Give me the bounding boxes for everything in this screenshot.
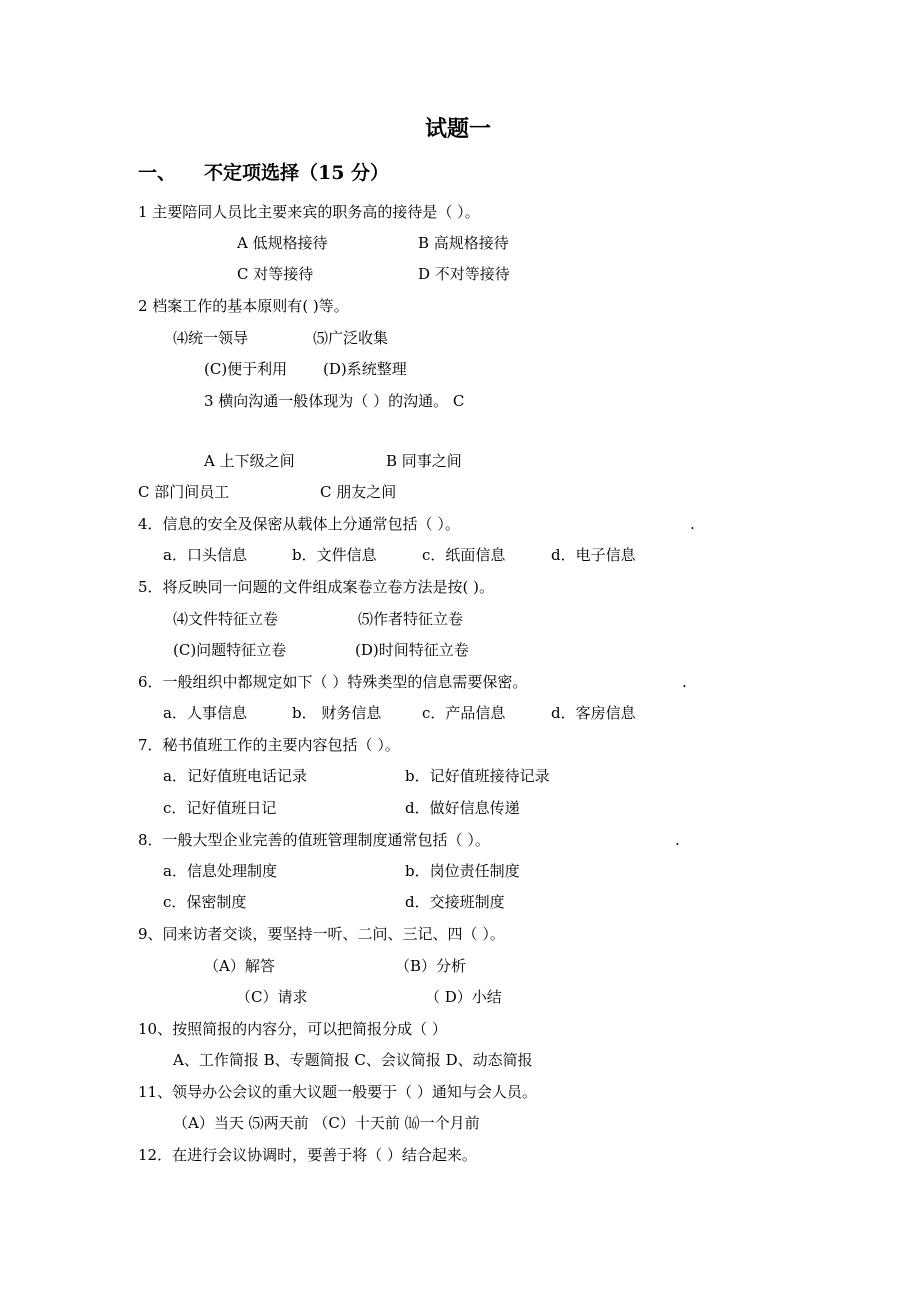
q5-option-a: ⑷文件特征立卷 <box>173 610 279 628</box>
q11-options: （A）当天 ⑸两天前 （C）十天前 ⒃一个月前 <box>173 1114 480 1132</box>
q1-option-b: B 高规格接待 <box>418 234 509 252</box>
q6-option-c: c．产品信息 <box>422 704 506 722</box>
q4-option-d: d．电子信息 <box>551 546 636 564</box>
question-3: 3 横向沟通一般体现为（ ）的沟通。 C <box>204 392 465 410</box>
section-heading: 不定项选择（15 分） <box>204 162 390 184</box>
q1-option-a: A 低规格接待 <box>237 234 328 252</box>
q7-option-c: c．记好值班日记 <box>163 799 277 817</box>
q9-option-a: （A）解答 <box>204 957 275 975</box>
q4-option-c: c．纸面信息 <box>422 546 506 564</box>
q7-option-d: d．做好信息传递 <box>405 799 520 817</box>
question-6: 6．一般组织中都规定如下（ ）特殊类型的信息需要保密。 <box>138 673 528 691</box>
question-4: 4．信息的安全及保密从载体上分通常包括（ ）。 <box>138 515 460 533</box>
q10-options: A、工作简报 B、专题简报 C、会议简报 D、动态简报 <box>173 1051 533 1069</box>
q2-option-b: ⑸广泛收集 <box>313 329 389 347</box>
q4-option-b: b．文件信息 <box>292 546 377 564</box>
q3-option-d: C 朋友之间 <box>320 483 397 501</box>
question-11: 11、领导办公会议的重大议题一般要于（ ）通知与会人员。 <box>138 1083 537 1101</box>
q9-option-b: （B）分析 <box>395 957 467 975</box>
q2-option-c: (C)便于利用 <box>204 360 288 378</box>
q1-option-c: C 对等接待 <box>237 265 314 283</box>
q8-dot: . <box>675 831 680 849</box>
q4-option-a: a．口头信息 <box>163 546 247 564</box>
section-number: 一、 <box>138 162 177 184</box>
q2-option-d: (D)系统整理 <box>323 360 407 378</box>
question-10: 10、按照简报的内容分，可以把简报分成（ ） <box>138 1020 447 1038</box>
question-12: 12．在进行会议协调时，要善于将（ ）结合起来。 <box>138 1146 477 1164</box>
q3-option-c: C 部门间员工 <box>138 483 230 501</box>
question-5: 5．将反映同一问题的文件组成案卷立卷方法是按( )。 <box>138 578 495 596</box>
q5-option-d: (D)时间特征立卷 <box>355 641 469 659</box>
q5-option-c: (C)问题特征立卷 <box>173 641 287 659</box>
q6-option-b: b． 财务信息 <box>292 704 382 722</box>
q6-dot: . <box>682 673 687 691</box>
question-7: 7．秘书值班工作的主要内容包括（ ）。 <box>138 736 400 754</box>
q6-option-a: a．人事信息 <box>163 704 247 722</box>
q8-option-b: b．岗位责任制度 <box>405 862 520 880</box>
q7-option-b: b．记好值班接待记录 <box>405 767 550 785</box>
page-title: 试题一 <box>425 116 492 142</box>
q4-dot: . <box>690 515 695 533</box>
q7-option-a: a．记好值班电话记录 <box>163 767 307 785</box>
q8-option-d: d．交接班制度 <box>405 893 505 911</box>
q1-option-d: D 不对等接待 <box>418 265 510 283</box>
q5-option-b: ⑸作者特征立卷 <box>358 610 464 628</box>
q8-option-c: c．保密制度 <box>163 893 247 911</box>
question-8: 8．一般大型企业完善的值班管理制度通常包括（ ）。 <box>138 831 490 849</box>
question-2: 2 档案工作的基本原则有( )等。 <box>138 297 349 315</box>
q3-option-a: A 上下级之间 <box>204 452 295 470</box>
q9-option-d: （ D）小结 <box>425 988 502 1006</box>
question-9: 9、同来访者交谈，要坚持一听、二问、三记、四（ ）。 <box>138 925 505 943</box>
q3-option-b: B 同事之间 <box>386 452 462 470</box>
q6-option-d: d．客房信息 <box>551 704 636 722</box>
q8-option-a: a．信息处理制度 <box>163 862 277 880</box>
q9-option-c: （C）请求 <box>236 988 308 1006</box>
question-1: 1 主要陪同人员比主要来宾的职务高的接待是（ ）。 <box>138 203 480 221</box>
q2-option-a: ⑷统一领导 <box>173 329 249 347</box>
